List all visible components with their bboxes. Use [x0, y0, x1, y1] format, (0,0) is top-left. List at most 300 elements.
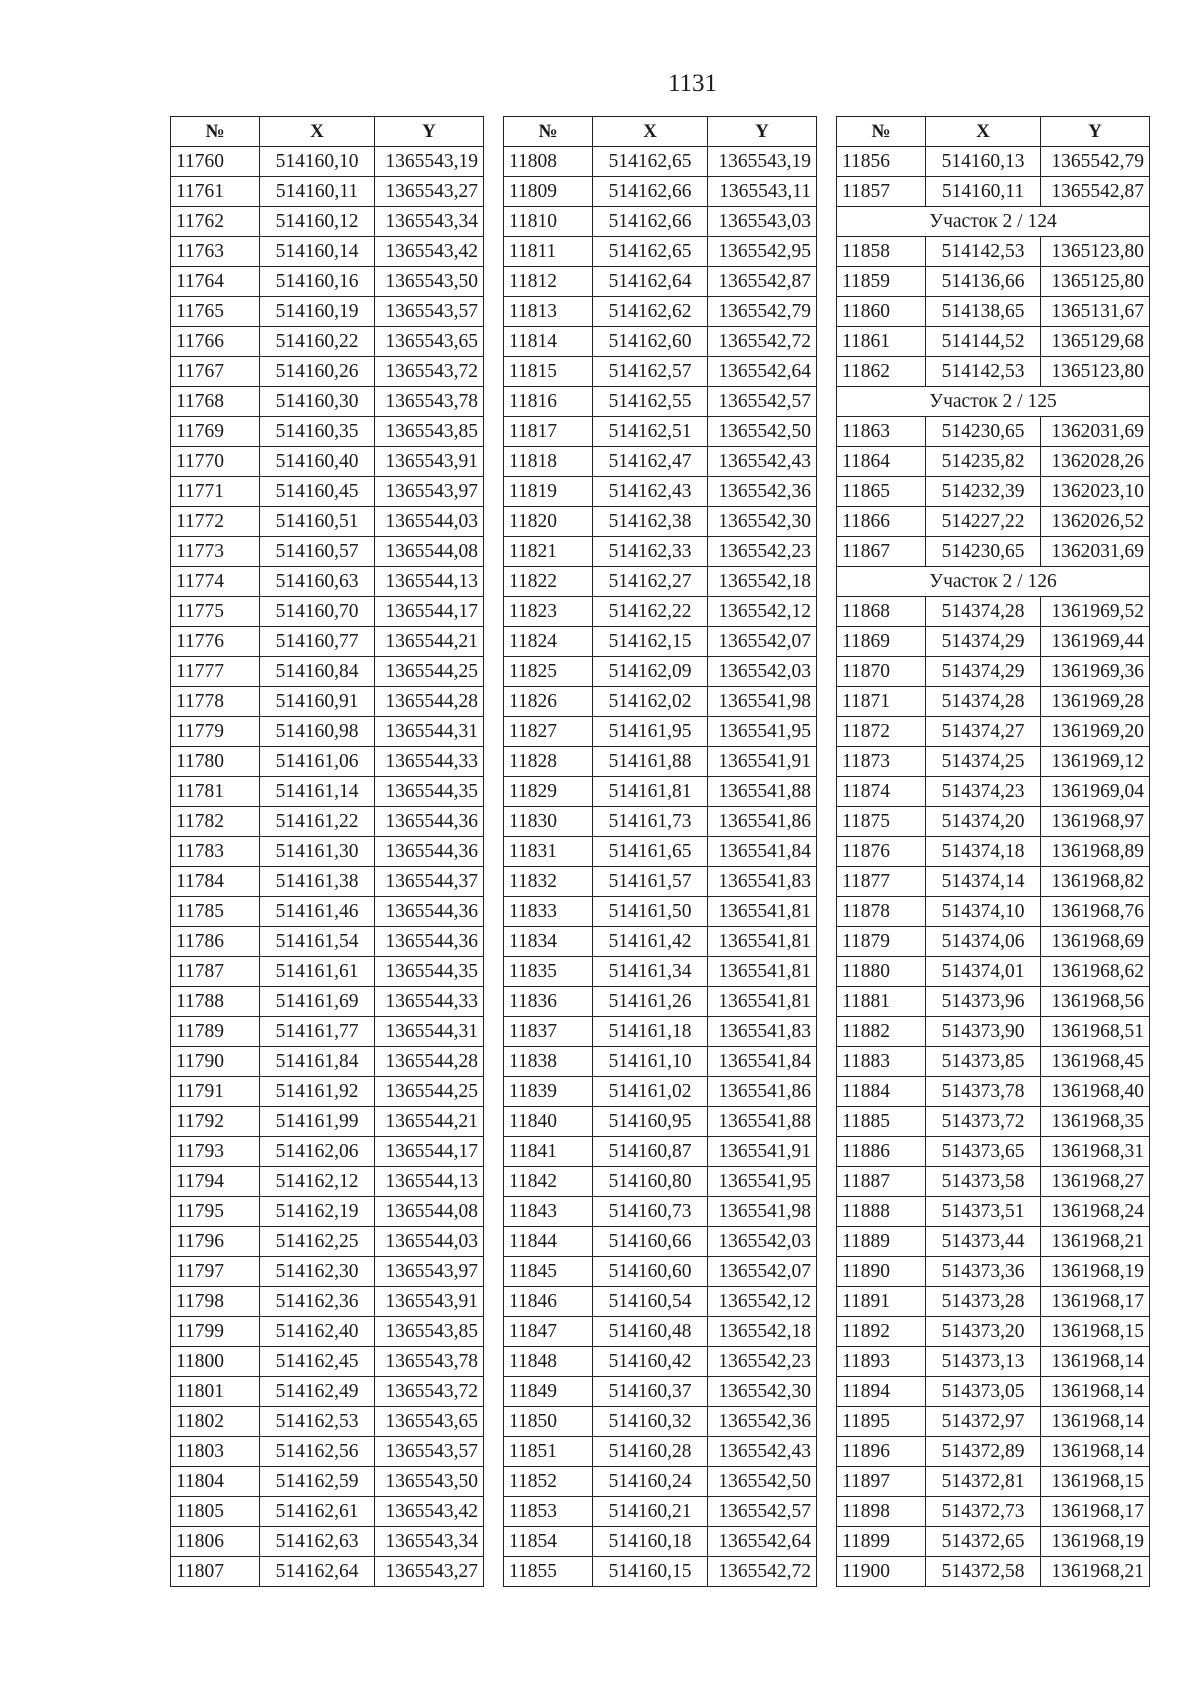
x-coordinate-cell: 514161,50 [593, 897, 708, 927]
point-number-cell: 11816 [504, 387, 593, 417]
point-number-cell: 11793 [171, 1137, 260, 1167]
y-coordinate-cell: 1365543,72 [375, 357, 484, 387]
point-number-cell: 11893 [837, 1347, 926, 1377]
table-row [837, 357, 1150, 387]
x-coordinate-cell: 514160,32 [593, 1407, 708, 1437]
y-coordinate-cell: 1365544,35 [375, 777, 484, 807]
x-coordinate-cell: 514161,26 [593, 987, 708, 1017]
x-coordinate-cell: 514160,98 [260, 717, 375, 747]
y-coordinate-cell: 1361968,21 [1041, 1557, 1150, 1587]
table-row [837, 807, 1150, 837]
table-row [837, 1227, 1150, 1257]
y-coordinate-cell: 1365543,27 [375, 1557, 484, 1587]
point-number-cell: 11859 [837, 267, 926, 297]
x-coordinate-cell: 514162,64 [260, 1557, 375, 1587]
y-coordinate-cell: 1365541,98 [708, 687, 817, 717]
x-coordinate-cell: 514161,46 [260, 897, 375, 927]
point-number-cell: 11877 [837, 867, 926, 897]
table-row [504, 447, 817, 477]
table-row [837, 1197, 1150, 1227]
table-row [171, 1197, 484, 1227]
point-number-cell: 11889 [837, 1227, 926, 1257]
point-number-cell: 11872 [837, 717, 926, 747]
point-number-cell: 11876 [837, 837, 926, 867]
point-number-cell: 11861 [837, 327, 926, 357]
x-coordinate-cell: 514161,18 [593, 1017, 708, 1047]
y-coordinate-cell: 1362028,26 [1041, 447, 1150, 477]
x-coordinate-cell: 514161,10 [593, 1047, 708, 1077]
table-row [837, 1257, 1150, 1287]
x-coordinate-cell: 514136,66 [926, 267, 1041, 297]
y-coordinate-cell: 1361969,12 [1041, 747, 1150, 777]
point-number-cell: 11888 [837, 1197, 926, 1227]
table-row [504, 1137, 817, 1167]
table-row [504, 867, 817, 897]
table-row [171, 1497, 484, 1527]
y-coordinate-cell: 1365543,78 [375, 1347, 484, 1377]
point-number-cell: 11811 [504, 237, 593, 267]
x-coordinate-cell: 514160,15 [593, 1557, 708, 1587]
point-number-cell: 11817 [504, 417, 593, 447]
table-row [837, 1317, 1150, 1347]
x-coordinate-cell: 514373,28 [926, 1287, 1041, 1317]
y-coordinate-cell: 1365542,57 [708, 1497, 817, 1527]
y-coordinate-cell: 1361968,56 [1041, 987, 1150, 1017]
point-number-cell: 11819 [504, 477, 593, 507]
y-coordinate-cell: 1365542,72 [708, 327, 817, 357]
y-coordinate-cell: 1361968,17 [1041, 1287, 1150, 1317]
table-row [504, 1437, 817, 1467]
x-coordinate-cell: 514230,65 [926, 537, 1041, 567]
x-coordinate-cell: 514162,55 [593, 387, 708, 417]
point-number-cell: 11800 [171, 1347, 260, 1377]
y-coordinate-cell: 1362026,52 [1041, 507, 1150, 537]
x-coordinate-cell: 514161,57 [593, 867, 708, 897]
y-coordinate-cell: 1361968,15 [1041, 1467, 1150, 1497]
point-number-cell: 11890 [837, 1257, 926, 1287]
table-row [171, 807, 484, 837]
x-coordinate-cell: 514160,14 [260, 237, 375, 267]
header-number: № [837, 117, 926, 147]
y-coordinate-cell: 1365541,86 [708, 807, 817, 837]
y-coordinate-cell: 1365544,25 [375, 657, 484, 687]
y-coordinate-cell: 1365544,33 [375, 987, 484, 1017]
y-coordinate-cell: 1365544,36 [375, 897, 484, 927]
y-coordinate-cell: 1361968,97 [1041, 807, 1150, 837]
point-number-cell: 11806 [171, 1527, 260, 1557]
table-row [504, 477, 817, 507]
table-row [171, 147, 484, 177]
table-row [837, 1497, 1150, 1527]
x-coordinate-cell: 514162,09 [593, 657, 708, 687]
y-coordinate-cell: 1365131,67 [1041, 297, 1150, 327]
y-coordinate-cell: 1365542,87 [1041, 177, 1150, 207]
y-coordinate-cell: 1365542,79 [1041, 147, 1150, 177]
point-number-cell: 11830 [504, 807, 593, 837]
point-number-cell: 11787 [171, 957, 260, 987]
table-row [171, 1167, 484, 1197]
table-row [171, 567, 484, 597]
header-y: Y [708, 117, 817, 147]
x-coordinate-cell: 514160,54 [593, 1287, 708, 1317]
point-number-cell: 11894 [837, 1377, 926, 1407]
x-coordinate-cell: 514373,72 [926, 1107, 1041, 1137]
point-number-cell: 11845 [504, 1257, 593, 1287]
x-coordinate-cell: 514162,66 [593, 177, 708, 207]
x-coordinate-cell: 514374,14 [926, 867, 1041, 897]
x-coordinate-cell: 514160,84 [260, 657, 375, 687]
table-row [837, 837, 1150, 867]
point-number-cell: 11887 [837, 1167, 926, 1197]
point-number-cell: 11788 [171, 987, 260, 1017]
point-number-cell: 11858 [837, 237, 926, 267]
y-coordinate-cell: 1365541,81 [708, 927, 817, 957]
x-coordinate-cell: 514162,63 [260, 1527, 375, 1557]
table-row [837, 1347, 1150, 1377]
point-number-cell: 11839 [504, 1077, 593, 1107]
point-number-cell: 11789 [171, 1017, 260, 1047]
x-coordinate-cell: 514160,80 [593, 1167, 708, 1197]
x-coordinate-cell: 514162,49 [260, 1377, 375, 1407]
y-coordinate-cell: 1361969,28 [1041, 687, 1150, 717]
table-row [171, 507, 484, 537]
y-coordinate-cell: 1365541,86 [708, 1077, 817, 1107]
table-row [504, 777, 817, 807]
point-number-cell: 11821 [504, 537, 593, 567]
table-row [171, 1227, 484, 1257]
point-number-cell: 11796 [171, 1227, 260, 1257]
table-row [504, 837, 817, 867]
point-number-cell: 11883 [837, 1047, 926, 1077]
x-coordinate-cell: 514162,65 [593, 237, 708, 267]
point-number-cell: 11886 [837, 1137, 926, 1167]
y-coordinate-cell: 1361968,27 [1041, 1167, 1150, 1197]
point-number-cell: 11846 [504, 1287, 593, 1317]
x-coordinate-cell: 514160,70 [260, 597, 375, 627]
point-number-cell: 11880 [837, 957, 926, 987]
point-number-cell: 11808 [504, 147, 593, 177]
table-row [504, 807, 817, 837]
point-number-cell: 11833 [504, 897, 593, 927]
header-y: Y [375, 117, 484, 147]
x-coordinate-cell: 514160,30 [260, 387, 375, 417]
point-number-cell: 11761 [171, 177, 260, 207]
x-coordinate-cell: 514160,35 [260, 417, 375, 447]
x-coordinate-cell: 514161,22 [260, 807, 375, 837]
y-coordinate-cell: 1365541,81 [708, 897, 817, 927]
table-row [837, 1017, 1150, 1047]
x-coordinate-cell: 514160,73 [593, 1197, 708, 1227]
x-coordinate-cell: 514160,26 [260, 357, 375, 387]
section-title: Участок 2 / 124 [837, 207, 1150, 237]
table-row [171, 477, 484, 507]
point-number-cell: 11779 [171, 717, 260, 747]
x-coordinate-cell: 514161,54 [260, 927, 375, 957]
x-coordinate-cell: 514372,65 [926, 1527, 1041, 1557]
table-row [504, 1167, 817, 1197]
point-number-cell: 11774 [171, 567, 260, 597]
point-number-cell: 11809 [504, 177, 593, 207]
point-number-cell: 11864 [837, 447, 926, 477]
point-number-cell: 11760 [171, 147, 260, 177]
point-number-cell: 11874 [837, 777, 926, 807]
y-coordinate-cell: 1362031,69 [1041, 417, 1150, 447]
table-row [504, 1407, 817, 1437]
point-number-cell: 11854 [504, 1527, 593, 1557]
x-coordinate-cell: 514374,20 [926, 807, 1041, 837]
y-coordinate-cell: 1365541,95 [708, 717, 817, 747]
table-row [504, 627, 817, 657]
table-row [171, 447, 484, 477]
point-number-cell: 11856 [837, 147, 926, 177]
x-coordinate-cell: 514160,13 [926, 147, 1041, 177]
y-coordinate-cell: 1361968,82 [1041, 867, 1150, 897]
point-number-cell: 11828 [504, 747, 593, 777]
point-number-cell: 11896 [837, 1437, 926, 1467]
table-row [171, 1047, 484, 1077]
y-coordinate-cell: 1365543,65 [375, 327, 484, 357]
table-row [171, 1437, 484, 1467]
y-coordinate-cell: 1365543,50 [375, 1467, 484, 1497]
table-row [171, 837, 484, 867]
y-coordinate-cell: 1365544,08 [375, 1197, 484, 1227]
x-coordinate-cell: 514138,65 [926, 297, 1041, 327]
y-coordinate-cell: 1361968,14 [1041, 1377, 1150, 1407]
x-coordinate-cell: 514142,53 [926, 357, 1041, 387]
y-coordinate-cell: 1365544,31 [375, 717, 484, 747]
point-number-cell: 11827 [504, 717, 593, 747]
y-coordinate-cell: 1365542,43 [708, 447, 817, 477]
y-coordinate-cell: 1365542,18 [708, 567, 817, 597]
y-coordinate-cell: 1365543,57 [375, 297, 484, 327]
point-number-cell: 11765 [171, 297, 260, 327]
table-header-row [837, 117, 1150, 147]
y-coordinate-cell: 1361968,89 [1041, 837, 1150, 867]
y-coordinate-cell: 1365544,36 [375, 807, 484, 837]
x-coordinate-cell: 514373,85 [926, 1047, 1041, 1077]
header-x: X [926, 117, 1041, 147]
x-coordinate-cell: 514160,77 [260, 627, 375, 657]
point-number-cell: 11878 [837, 897, 926, 927]
y-coordinate-cell: 1365543,85 [375, 1317, 484, 1347]
point-number-cell: 11773 [171, 537, 260, 567]
point-number-cell: 11848 [504, 1347, 593, 1377]
y-coordinate-cell: 1365123,80 [1041, 357, 1150, 387]
y-coordinate-cell: 1365544,08 [375, 537, 484, 567]
x-coordinate-cell: 514161,42 [593, 927, 708, 957]
table-row [837, 537, 1150, 567]
point-number-cell: 11771 [171, 477, 260, 507]
y-coordinate-cell: 1365544,28 [375, 687, 484, 717]
table-header-row [171, 117, 484, 147]
y-coordinate-cell: 1365542,12 [708, 597, 817, 627]
table-row [837, 447, 1150, 477]
point-number-cell: 11763 [171, 237, 260, 267]
x-coordinate-cell: 514160,63 [260, 567, 375, 597]
point-number-cell: 11791 [171, 1077, 260, 1107]
x-coordinate-cell: 514161,88 [593, 747, 708, 777]
table-row [837, 957, 1150, 987]
point-number-cell: 11820 [504, 507, 593, 537]
point-number-cell: 11782 [171, 807, 260, 837]
x-coordinate-cell: 514161,92 [260, 1077, 375, 1107]
y-coordinate-cell: 1365543,42 [375, 237, 484, 267]
x-coordinate-cell: 514227,22 [926, 507, 1041, 537]
y-coordinate-cell: 1365542,50 [708, 417, 817, 447]
y-coordinate-cell: 1365541,91 [708, 747, 817, 777]
point-number-cell: 11783 [171, 837, 260, 867]
y-coordinate-cell: 1361969,44 [1041, 627, 1150, 657]
point-number-cell: 11766 [171, 327, 260, 357]
y-coordinate-cell: 1365542,50 [708, 1467, 817, 1497]
table-row [837, 177, 1150, 207]
table-row [837, 897, 1150, 927]
table-row [837, 1287, 1150, 1317]
x-coordinate-cell: 514161,14 [260, 777, 375, 807]
section-row [837, 567, 1150, 597]
y-coordinate-cell: 1365541,84 [708, 1047, 817, 1077]
point-number-cell: 11866 [837, 507, 926, 537]
y-coordinate-cell: 1365543,85 [375, 417, 484, 447]
point-number-cell: 11870 [837, 657, 926, 687]
y-coordinate-cell: 1365544,17 [375, 597, 484, 627]
table-row [837, 1077, 1150, 1107]
header-x: X [260, 117, 375, 147]
y-coordinate-cell: 1361969,36 [1041, 657, 1150, 687]
table-row [504, 267, 817, 297]
y-coordinate-cell: 1365543,91 [375, 447, 484, 477]
x-coordinate-cell: 514161,65 [593, 837, 708, 867]
y-coordinate-cell: 1361968,62 [1041, 957, 1150, 987]
y-coordinate-cell: 1361968,19 [1041, 1527, 1150, 1557]
table-row [504, 1197, 817, 1227]
table-row [837, 687, 1150, 717]
table-row [171, 207, 484, 237]
x-coordinate-cell: 514373,96 [926, 987, 1041, 1017]
y-coordinate-cell: 1365542,30 [708, 1377, 817, 1407]
x-coordinate-cell: 514372,89 [926, 1437, 1041, 1467]
table-row [171, 1467, 484, 1497]
y-coordinate-cell: 1361968,21 [1041, 1227, 1150, 1257]
x-coordinate-cell: 514160,42 [593, 1347, 708, 1377]
table-row [504, 687, 817, 717]
table-row [504, 897, 817, 927]
point-number-cell: 11801 [171, 1377, 260, 1407]
x-coordinate-cell: 514162,47 [593, 447, 708, 477]
table-row [837, 147, 1150, 177]
table-row [837, 327, 1150, 357]
point-number-cell: 11784 [171, 867, 260, 897]
point-number-cell: 11897 [837, 1467, 926, 1497]
point-number-cell: 11831 [504, 837, 593, 867]
table-row [504, 717, 817, 747]
x-coordinate-cell: 514374,18 [926, 837, 1041, 867]
y-coordinate-cell: 1365544,35 [375, 957, 484, 987]
y-coordinate-cell: 1365542,23 [708, 537, 817, 567]
table-row [171, 1317, 484, 1347]
x-coordinate-cell: 514162,56 [260, 1437, 375, 1467]
point-number-cell: 11769 [171, 417, 260, 447]
y-coordinate-cell: 1365542,87 [708, 267, 817, 297]
point-number-cell: 11855 [504, 1557, 593, 1587]
table-row [504, 417, 817, 447]
point-number-cell: 11869 [837, 627, 926, 657]
point-number-cell: 11772 [171, 507, 260, 537]
x-coordinate-cell: 514374,28 [926, 687, 1041, 717]
table-row [504, 207, 817, 237]
x-coordinate-cell: 514160,95 [593, 1107, 708, 1137]
x-coordinate-cell: 514374,29 [926, 657, 1041, 687]
table-row [504, 237, 817, 267]
x-coordinate-cell: 514161,06 [260, 747, 375, 777]
point-number-cell: 11884 [837, 1077, 926, 1107]
table-row [504, 177, 817, 207]
point-number-cell: 11807 [171, 1557, 260, 1587]
x-coordinate-cell: 514162,61 [260, 1497, 375, 1527]
y-coordinate-cell: 1365541,81 [708, 957, 817, 987]
point-number-cell: 11776 [171, 627, 260, 657]
y-coordinate-cell: 1365543,11 [708, 177, 817, 207]
point-number-cell: 11794 [171, 1167, 260, 1197]
point-number-cell: 11770 [171, 447, 260, 477]
y-coordinate-cell: 1365542,18 [708, 1317, 817, 1347]
table-row [837, 747, 1150, 777]
x-coordinate-cell: 514162,40 [260, 1317, 375, 1347]
table-row [837, 1107, 1150, 1137]
point-number-cell: 11822 [504, 567, 593, 597]
table-row [171, 1347, 484, 1377]
x-coordinate-cell: 514373,13 [926, 1347, 1041, 1377]
table-row [837, 1467, 1150, 1497]
table-row [504, 297, 817, 327]
x-coordinate-cell: 514374,28 [926, 597, 1041, 627]
table-row [504, 1107, 817, 1137]
point-number-cell: 11778 [171, 687, 260, 717]
x-coordinate-cell: 514374,25 [926, 747, 1041, 777]
x-coordinate-cell: 514374,10 [926, 897, 1041, 927]
y-coordinate-cell: 1365542,95 [708, 237, 817, 267]
x-coordinate-cell: 514162,19 [260, 1197, 375, 1227]
point-number-cell: 11865 [837, 477, 926, 507]
point-number-cell: 11875 [837, 807, 926, 837]
x-coordinate-cell: 514160,11 [926, 177, 1041, 207]
table-row [504, 1227, 817, 1257]
table-row [171, 657, 484, 687]
point-number-cell: 11767 [171, 357, 260, 387]
page-number: 1131 [667, 70, 718, 97]
y-coordinate-cell: 1365543,50 [375, 267, 484, 297]
y-coordinate-cell: 1365543,57 [375, 1437, 484, 1467]
table-row [171, 537, 484, 567]
x-coordinate-cell: 514160,87 [593, 1137, 708, 1167]
point-number-cell: 11837 [504, 1017, 593, 1047]
point-number-cell: 11892 [837, 1317, 926, 1347]
point-number-cell: 11834 [504, 927, 593, 957]
table-row [837, 627, 1150, 657]
y-coordinate-cell: 1361968,19 [1041, 1257, 1150, 1287]
x-coordinate-cell: 514235,82 [926, 447, 1041, 477]
y-coordinate-cell: 1365542,36 [708, 477, 817, 507]
table-row [171, 1557, 484, 1587]
y-coordinate-cell: 1365542,07 [708, 1257, 817, 1287]
table-row [171, 987, 484, 1017]
x-coordinate-cell: 514162,66 [593, 207, 708, 237]
point-number-cell: 11885 [837, 1107, 926, 1137]
header-x: X [593, 117, 708, 147]
y-coordinate-cell: 1365544,36 [375, 837, 484, 867]
table-row [171, 897, 484, 927]
x-coordinate-cell: 514160,22 [260, 327, 375, 357]
